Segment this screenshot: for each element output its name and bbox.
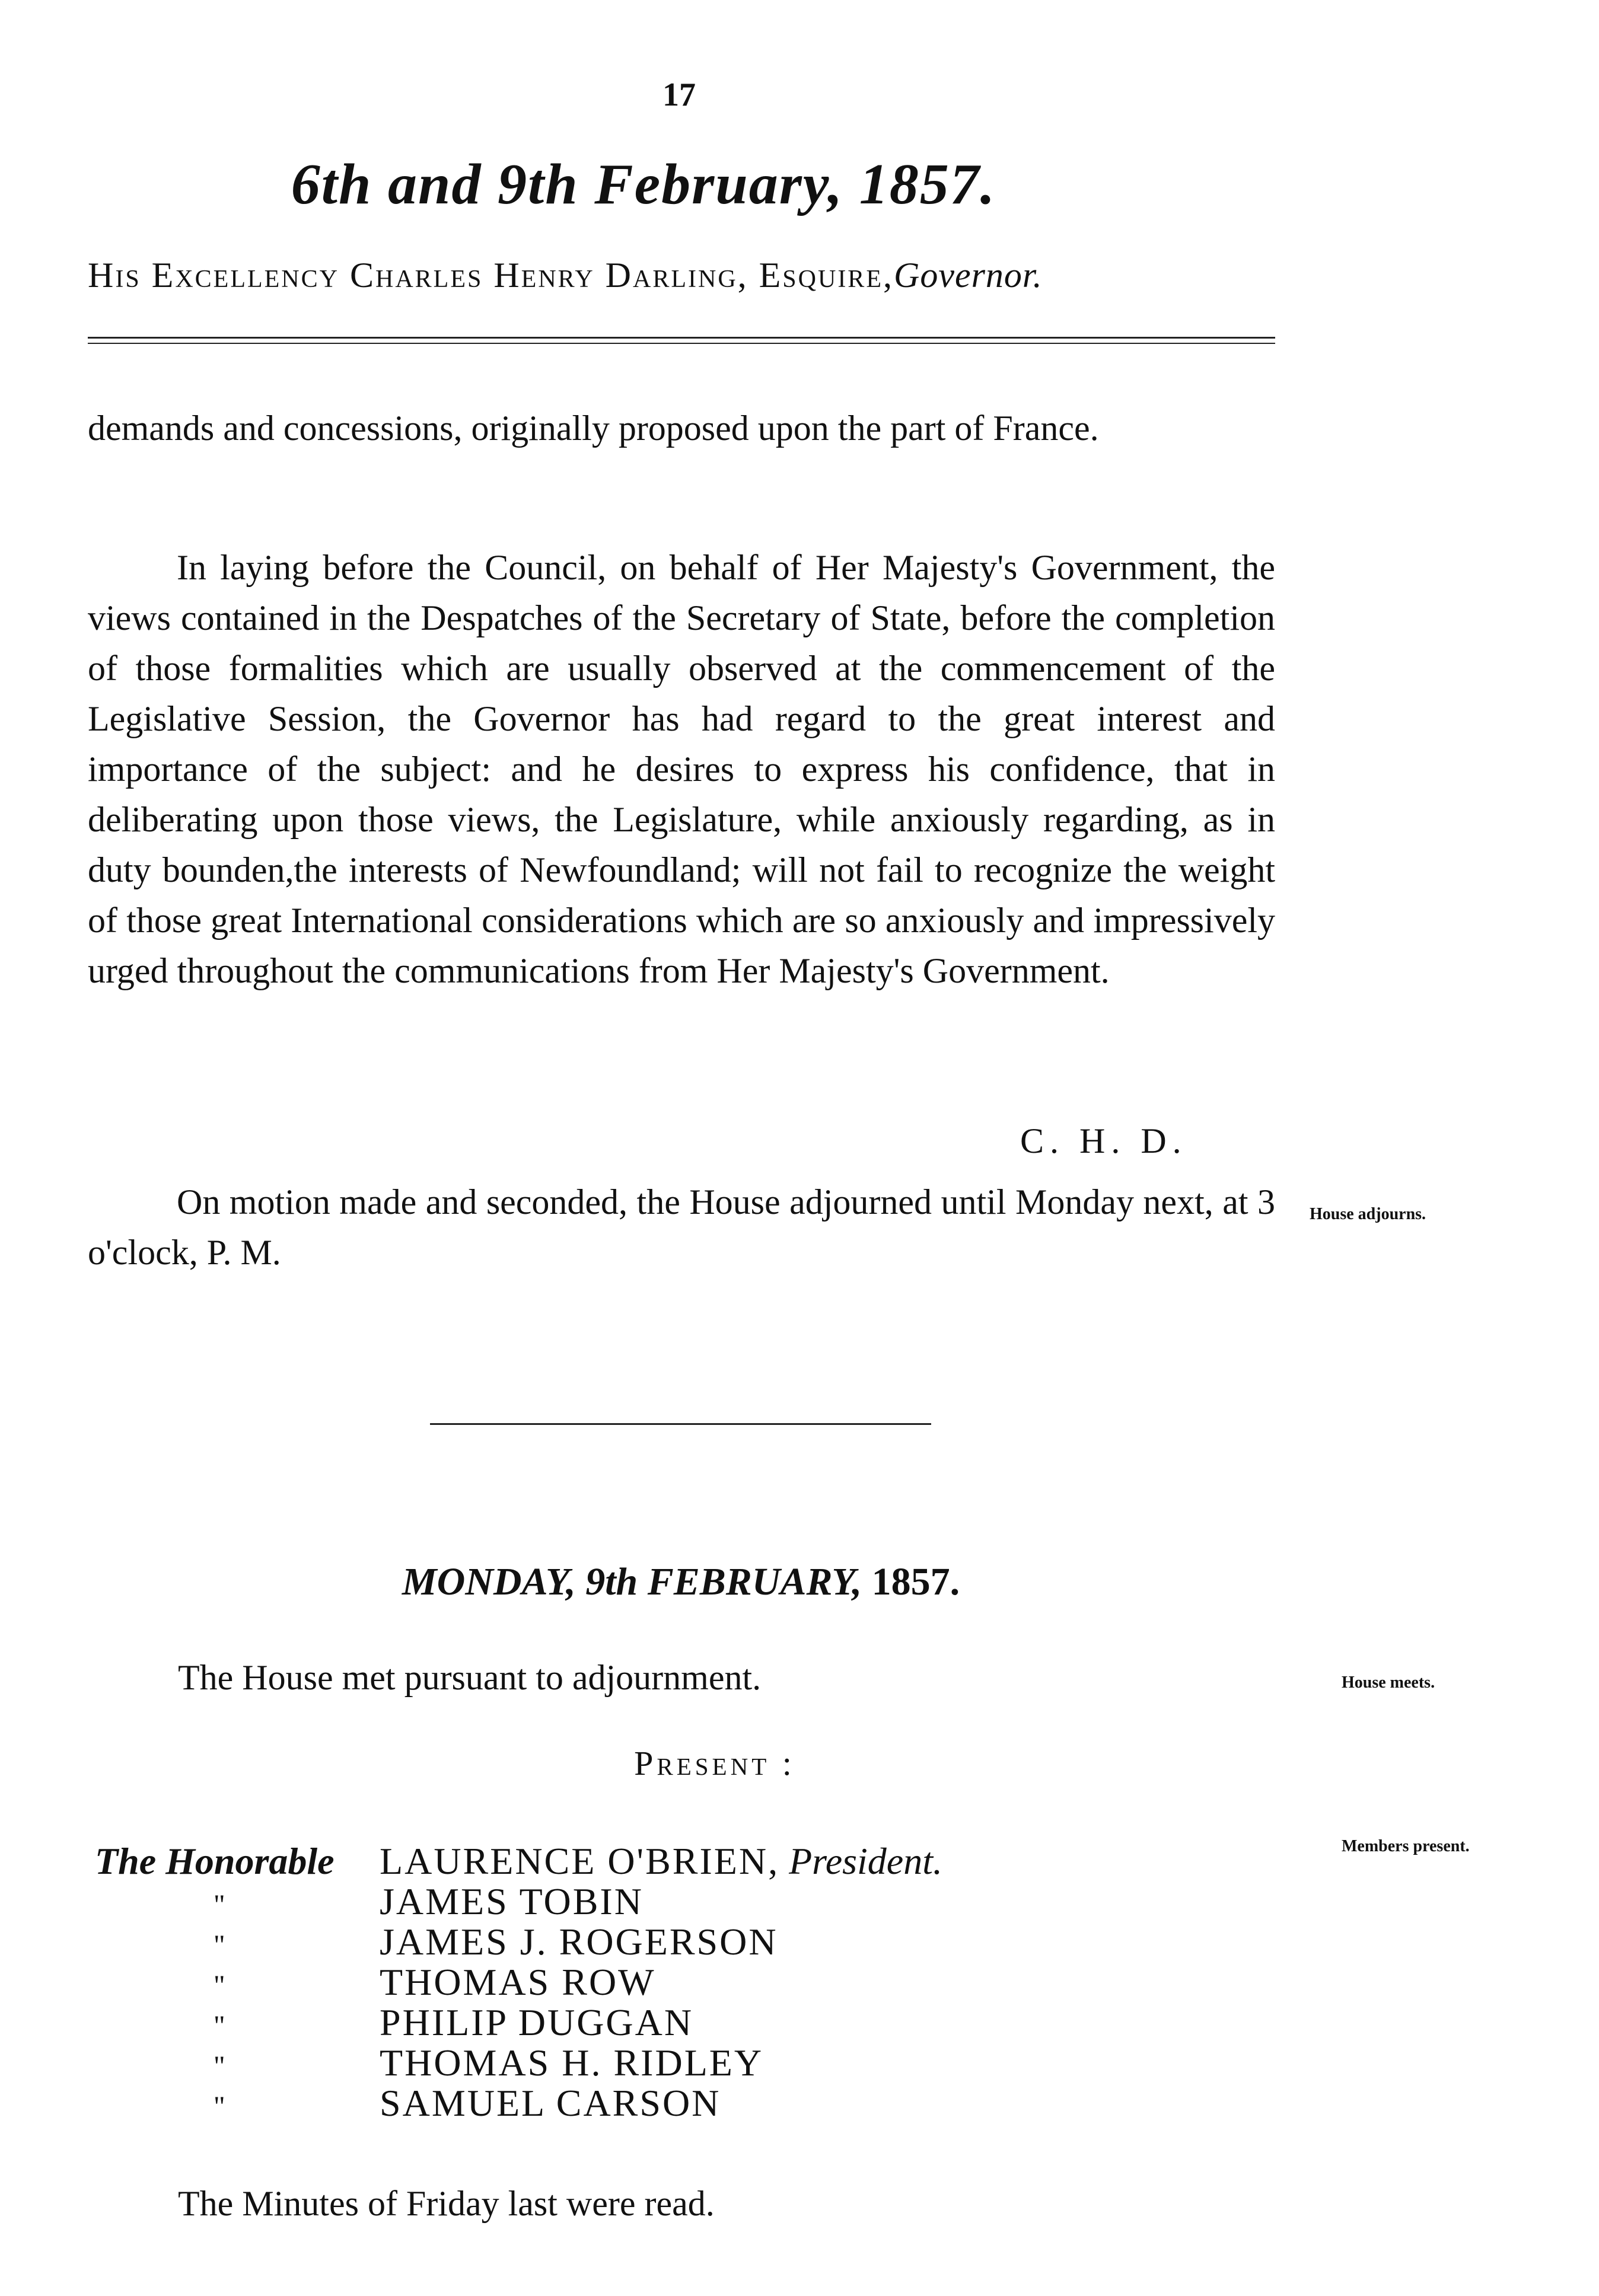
member-role: President. xyxy=(789,1840,942,1882)
member-name: JAMES J. ROGERSON xyxy=(380,1921,778,1963)
member-name: JAMES TOBIN xyxy=(380,1880,644,1922)
date-heading: 6th and 9th February, 1857. xyxy=(291,152,996,216)
house-met-line: The House met pursuant to adjournment. xyxy=(178,1658,762,1697)
member-row xyxy=(95,1922,778,1966)
ditto-mark: " xyxy=(214,2010,225,2042)
margin-note-house-adjourns: House adjourns. xyxy=(1310,1205,1426,1223)
member-name: THOMAS H. RIDLEY xyxy=(380,2042,764,2084)
day-heading xyxy=(0,1560,1362,1605)
day-heading-day: MONDAY, xyxy=(402,1560,576,1603)
member-name: LAURENCE O'BRIEN, xyxy=(380,1840,780,1882)
margin-note-members-present: Members present. xyxy=(1342,1837,1470,1855)
day-heading-date: 9th FEBRUARY, xyxy=(585,1560,862,1603)
day-heading-year: 1857. xyxy=(871,1560,960,1603)
present-label: Present : xyxy=(634,1744,795,1782)
member-row xyxy=(95,1882,644,1925)
section-divider xyxy=(430,1423,931,1425)
member-row xyxy=(95,2002,693,2046)
paragraph-adjourn: On motion made and seconded, the House adjourned until Monday next, at 3 o'clock, P. M. xyxy=(88,1182,1275,1272)
ditto-mark: " xyxy=(214,2091,225,2122)
ditto-mark: " xyxy=(214,1889,225,1921)
ditto-mark: " xyxy=(214,1970,225,2001)
member-row xyxy=(95,2083,721,2127)
member-row xyxy=(95,1962,656,2006)
margin-note-house-meets: House meets. xyxy=(1342,1673,1435,1692)
page-number: 17 xyxy=(662,76,696,113)
governor-line xyxy=(88,255,1275,296)
minutes-read-line: The Minutes of Friday last were read. xyxy=(178,2184,715,2223)
header-rule-secondary xyxy=(88,343,1275,344)
ditto-mark: " xyxy=(214,2051,225,2082)
member-row xyxy=(95,1841,942,1882)
header-rule xyxy=(88,337,1275,339)
signature-initials: C. H. D. xyxy=(1020,1121,1187,1160)
paragraph-laying-before-council: In laying before the Council, on behalf of Her Majesty's Government, the views contained in the Despatches of the Secretary of State, before the completion of those formalities which are usually observed at the commencement of the Legislative Session, the Governor has had regard to the great interest and importance of the subject: and he desires to express his confidence, that in deliberating upon those views, the Legislature, while anxiously regarding, as in duty bounden,the interests of Newfoundland; will not fail to recognize the weight of those great International considerations which are so anxiously and impressively urged throughout the communications from Her Majesty's Government. xyxy=(88,548,1275,990)
governor-role: Governor. xyxy=(893,256,1043,295)
paragraph-demands: demands and concessions, originally proposed upon the part of France. xyxy=(88,409,1099,448)
member-name: SAMUEL CARSON xyxy=(380,2082,721,2124)
member-name: PHILIP DUGGAN xyxy=(380,2001,694,2043)
member-prefix: The Honorable xyxy=(95,1840,335,1882)
member-name: THOMAS ROW xyxy=(380,1961,656,2003)
ditto-mark: " xyxy=(214,1930,225,1961)
member-row xyxy=(95,2043,763,2087)
governor-title: His Excellency Charles Henry Darling, Esquire, xyxy=(88,256,894,295)
